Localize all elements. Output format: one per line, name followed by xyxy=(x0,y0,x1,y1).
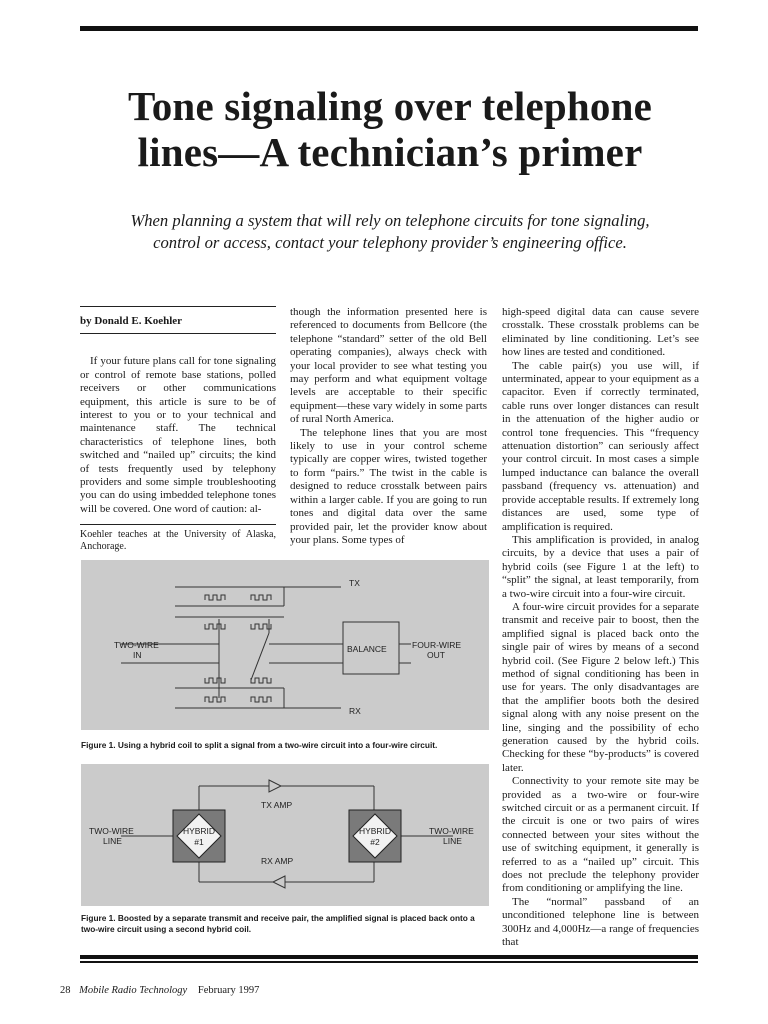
fig1-tx-label: TX xyxy=(349,578,360,588)
article-deck xyxy=(90,210,690,254)
column-1 xyxy=(80,306,276,553)
fig2-left-line-label: LINE xyxy=(103,836,122,846)
column-3-paragraph-1: high-speed digital data can cause severe crosstalk. These crosstalk problems can be eliminated by line conditioning. Let’s see how lines are tested and conditioned. xyxy=(502,306,699,359)
fig2-rx-amp-label: RX AMP xyxy=(261,856,294,866)
issue-date: February 1997 xyxy=(197,985,260,996)
fig1-rx-label: RX xyxy=(349,706,361,716)
column-3-paragraph-6: The “normal” passband of an unconditioned telephone line is between 300Hz and 4,000Hz—a range of frequencies that xyxy=(502,895,699,949)
column-1-paragraph: If your future plans call for tone signaling or control of remote base stations, polled receivers or other communications equipment, this article is sure to be of interest to you or to your technical and maintenance staff. The technical characteristics of telephone lines, both switched and “nailed up” circuits; the kind of tests frequently used by telephony providers and some simple troubleshooting you can do using imbedded telephone tones will be covered. One word of caution: al- xyxy=(80,355,276,515)
fig1-four-wire-label: FOUR-WIRE xyxy=(412,640,462,650)
figure-2-svg xyxy=(81,764,489,906)
hybrid-2-number: #2 xyxy=(370,837,380,847)
top-rule xyxy=(80,26,698,31)
column-3 xyxy=(502,306,699,950)
hybrid-1-number: #1 xyxy=(194,837,204,847)
figure-1-hybrid-coil-diagram xyxy=(81,560,489,730)
column-2 xyxy=(290,306,487,547)
byline-rule-bottom xyxy=(80,333,276,334)
column-2-paragraph-1: though the information presented here is referenced to documents from Bellcore (the telephone “standard” setter of the old Bell operating companies), always check with your local provider to see what testing you may perform and what equipment voltage levels are acceptable to their specific equipment—these vary widely in some parts of rural North America. xyxy=(290,306,487,426)
deck-line-2: control or access, contact your telephony provider’s engineering office. xyxy=(153,233,627,252)
figure-1-svg xyxy=(81,560,489,730)
page-footer xyxy=(60,985,259,996)
deck-line-1: When planning a system that will rely on telephone circuits for tone signaling, xyxy=(130,211,650,230)
figure-2-caption: Figure 1. Boosted by a separate transmit and receive pair, the amplified signal is placed back onto a two-wire circuit using a second hybrid coil. xyxy=(81,913,475,934)
page-number: 28 xyxy=(60,985,71,996)
column-3-paragraph-4: A four-wire circuit provides for a separate transmit and receive pair to boost, then the amplified signal is placed back onto the single pair of wires by means of a second hybrid coil. (See Figure 2 below left.) This method of signal conditioning has been in use for years. The only disadvantages are that the amplifier boots both the desired signal along with any noise present on the line, singing and the possibility of echo generation caused by the hybrid coils. Checking for these “by-products” is covered later. xyxy=(502,600,699,774)
bio-rule xyxy=(80,524,276,525)
column-3-paragraph-3: This amplification is provided, in analog circuits, by a device that uses a pair of hybrid coils (see Figure 1 at the left) to “split” the signal, at least temporarily, from a two-wire circuit into a four-wire circuit. xyxy=(502,533,699,600)
hybrid-2-block xyxy=(349,810,401,862)
column-2-paragraph-2: The telephone lines that you are most likely to use in your control scheme typically are copper wires, twisted together to form “pairs.” The twist in the cable is designed to reduce crosstalk between pairs within a larger cable. If you are going to run tones and digital data over the same provided pair, let the provider know about your plans. Some types of xyxy=(290,426,487,546)
hybrid-1-label: HYBRID xyxy=(182,826,216,836)
fig1-out-label: OUT xyxy=(427,650,445,660)
bottom-rule-thick xyxy=(80,955,698,959)
title-line-1: Tone signaling over telephone xyxy=(127,83,653,129)
article-title xyxy=(60,83,720,175)
column-3-paragraph-5: Connectivity to your remote site may be provided as a two-wire or four-wire switched circuit or as a permanent circuit. If the circuit is one or two pairs of wires connected between your sites without the use of switching equipment, it generally is referred to as a “nailed up” circuit. This does not preclude the telephony provider from conditioning or amplifying the line. xyxy=(502,775,699,895)
byline-rule-top xyxy=(80,306,276,307)
figure-2-amplifier-diagram xyxy=(81,764,489,906)
bottom-rule-thin xyxy=(80,961,698,963)
fig1-in-label: IN xyxy=(133,650,142,660)
fig2-right-line-label: LINE xyxy=(443,836,462,846)
fig2-right-two-wire-label: TWO-WIRE xyxy=(429,826,474,836)
column-3-paragraph-2: The cable pair(s) you use will, if unterminated, appear to your equipment as a capacitor. Even if correctly terminated, cable runs over longer distances can result in the attenuation of the higher audio or control tone frequencies. This “frequency attenuation distortion” can seriously affect your control circuit. In most cases a simple lumped inductance can balance the overall passband (frequency vs. attenuation) and provide acceptable results. If extremely long distances are used, some type of amplification is required. xyxy=(502,359,699,533)
fig2-tx-amp-label: TX AMP xyxy=(261,800,293,810)
hybrid-1-block xyxy=(173,810,225,862)
fig2-left-two-wire-label: TWO-WIRE xyxy=(89,826,134,836)
fig1-two-wire-label: TWO-WIRE xyxy=(114,640,159,650)
figure-1-caption: Figure 1. Using a hybrid coil to split a signal from a two-wire circuit into a four-wire circuit. xyxy=(81,740,438,750)
hybrid-2-label: HYBRID xyxy=(358,826,392,836)
publication-name: Mobile Radio Technology xyxy=(79,985,188,996)
title-line-2: lines—A technician’s primer xyxy=(137,129,643,175)
fig1-balance-label: BALANCE xyxy=(347,644,387,654)
byline: by Donald E. Koehler xyxy=(80,315,183,327)
author-bio: Koehler teaches at the University of Alaska, Anchorage. xyxy=(80,529,276,553)
